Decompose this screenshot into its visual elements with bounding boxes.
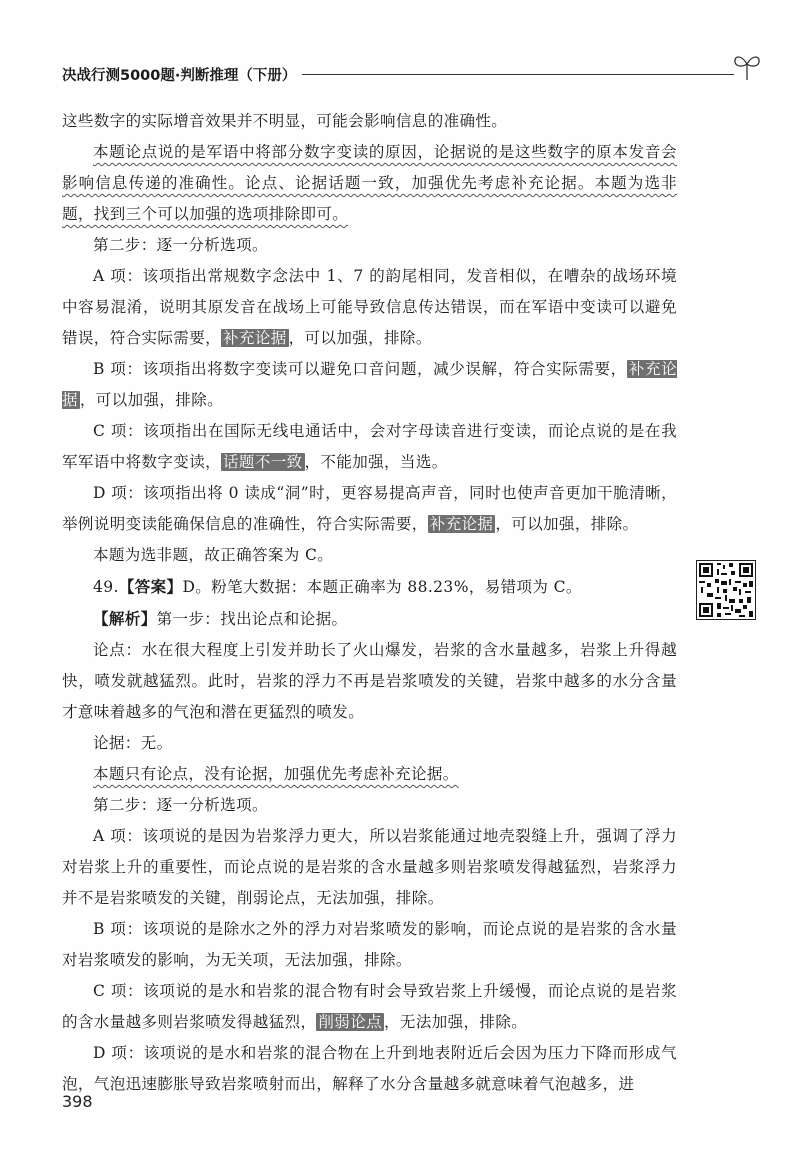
paragraph-option-c — [62, 976, 677, 1038]
answer-label: 【答案】 — [118, 577, 183, 596]
text-run: D。粉笔大数据：本题正确率为 88.23%，易错项为 C。 — [182, 578, 582, 596]
text-run: B 项：该项指出将数字变读可以避免口音问题，减少误解，符合实际需要， — [93, 360, 627, 378]
paragraph — [62, 230, 677, 261]
paragraph — [62, 790, 677, 821]
text-run: 论据：无。 — [93, 734, 173, 752]
highlight-tag: 补充论据 — [429, 515, 494, 533]
text-run: C 项：该项指出在国际无线电通话中，会对字母读音进行变读，而论点说的是在我军军语中将数字变读， — [62, 422, 677, 471]
paragraph-option-b — [62, 914, 677, 976]
paragraph-option-b — [62, 354, 677, 416]
highlight-tag: 削弱论点 — [318, 1013, 383, 1031]
qr-code-icon[interactable] — [696, 560, 756, 620]
text-run: 第二步：逐一分析选项。 — [93, 796, 268, 814]
analysis-label: 【解析】 — [93, 609, 157, 628]
page-number: 398 — [62, 1092, 93, 1111]
text-run: ，不能加强，当选。 — [304, 453, 448, 471]
paragraph-option-d — [62, 1038, 677, 1100]
text-run: ，可以加强，排除。 — [79, 391, 224, 409]
header-rule — [302, 74, 734, 75]
text-run: A 项：该项指出常规数字念法中 1、7 的韵尾相同，发音相似，在嘈杂的战场环境中容易混淆，说明其原发音在战场上可能导致信息传达错误，而在军语中变读可以避免错误，符合实际需要， — [62, 267, 677, 347]
paragraph — [62, 728, 677, 759]
text-run: 第二步：逐一分析选项。 — [93, 236, 268, 254]
text-run: ，可以加强，排除。 — [495, 515, 639, 533]
paragraph-conclusion — [62, 540, 677, 571]
highlight-tag: 补充论据 — [223, 329, 287, 347]
paragraph-answer — [62, 571, 677, 603]
paragraph — [62, 759, 677, 790]
sprout-icon — [732, 50, 762, 82]
wavy-underlined-text: 本题论点说的是军语中将部分数字变读的原因，论据说的是这些数字的原本发音会影响信息传递的准确性。论点、论据话题一致，加强优先考虑补充论据。本题为选非题，找到三个可以加强的选项排除即可。 — [62, 143, 677, 223]
highlight-tag: 话题不一致 — [223, 453, 303, 471]
running-header — [62, 62, 762, 86]
paragraph-option-a — [62, 821, 677, 914]
text-run: C 项：该项说的是水和岩浆的混合物有时会导致岩浆上升缓慢，而论点说的是岩浆的含水量越多则岩浆喷发得越猛烈， — [62, 982, 677, 1031]
paragraph-option-c — [62, 416, 677, 478]
paragraph-option-a — [62, 261, 677, 354]
paragraph — [62, 106, 677, 137]
wavy-underlined-text: 本题只有论点，没有论据，加强优先考虑补充论据。 — [93, 765, 459, 783]
text-run: D 项：该项说的是水和岩浆的混合物在上升到地表附近后会因为压力下降而形成气泡，气泡迅速膨胀导致岩浆喷射而出，解释了水分含量越多就意味着气泡越多，进 — [62, 1044, 677, 1093]
paragraph — [62, 137, 677, 230]
text-run: A 项：该项说的是因为岩浆浮力更大，所以岩浆能通过地壳裂缝上升，强调了浮力对岩浆上升的重要性，而论点说的是岩浆的含水量越多则岩浆喷发得越猛烈，岩浆浮力并不是岩浆喷发的关键，削弱论点，无法加强，排除。 — [62, 827, 677, 907]
book-title: 决战行测5000题·判断推理（下册） — [62, 68, 297, 84]
text-run: D 项：该项指出将 0 读成“洞”时，更容易提高声音，同时也使声音更加干脆清晰，举例说明变读能确保信息的准确性，符合实际需要， — [62, 484, 677, 533]
text-run: 本题为选非题，故正确答案为 C。 — [93, 546, 334, 564]
text-run: B 项：该项说的是除水之外的浮力对岩浆喷发的影响，而论点说的是岩浆的含水量对岩浆喷发的影响，为无关项，无法加强，排除。 — [62, 920, 677, 969]
text-run: ，可以加强，排除。 — [288, 329, 432, 347]
text-run: ，无法加强，排除。 — [384, 1013, 528, 1031]
text-run: 这些数字的实际增音效果并不明显，可能会影响信息的准确性。 — [62, 112, 508, 130]
highlight-tag: 补充论据 — [62, 360, 678, 409]
paragraph-option-d — [62, 478, 677, 540]
question-number: 49. — [93, 578, 119, 596]
text-run: 第一步：找出论点和论据。 — [156, 610, 348, 628]
page-body — [62, 106, 677, 1100]
paragraph-analysis — [62, 603, 677, 635]
paragraph-argument — [62, 635, 677, 728]
text-run: 论点：水在很大程度上引发并助长了火山爆发，岩浆的含水量越多，岩浆上升得越快，喷发就越猛烈。此时，岩浆的浮力不再是岩浆喷发的关键，岩浆中越多的水分含量才意味着越多的气泡和潜在更猛烈的喷发。 — [62, 641, 677, 721]
